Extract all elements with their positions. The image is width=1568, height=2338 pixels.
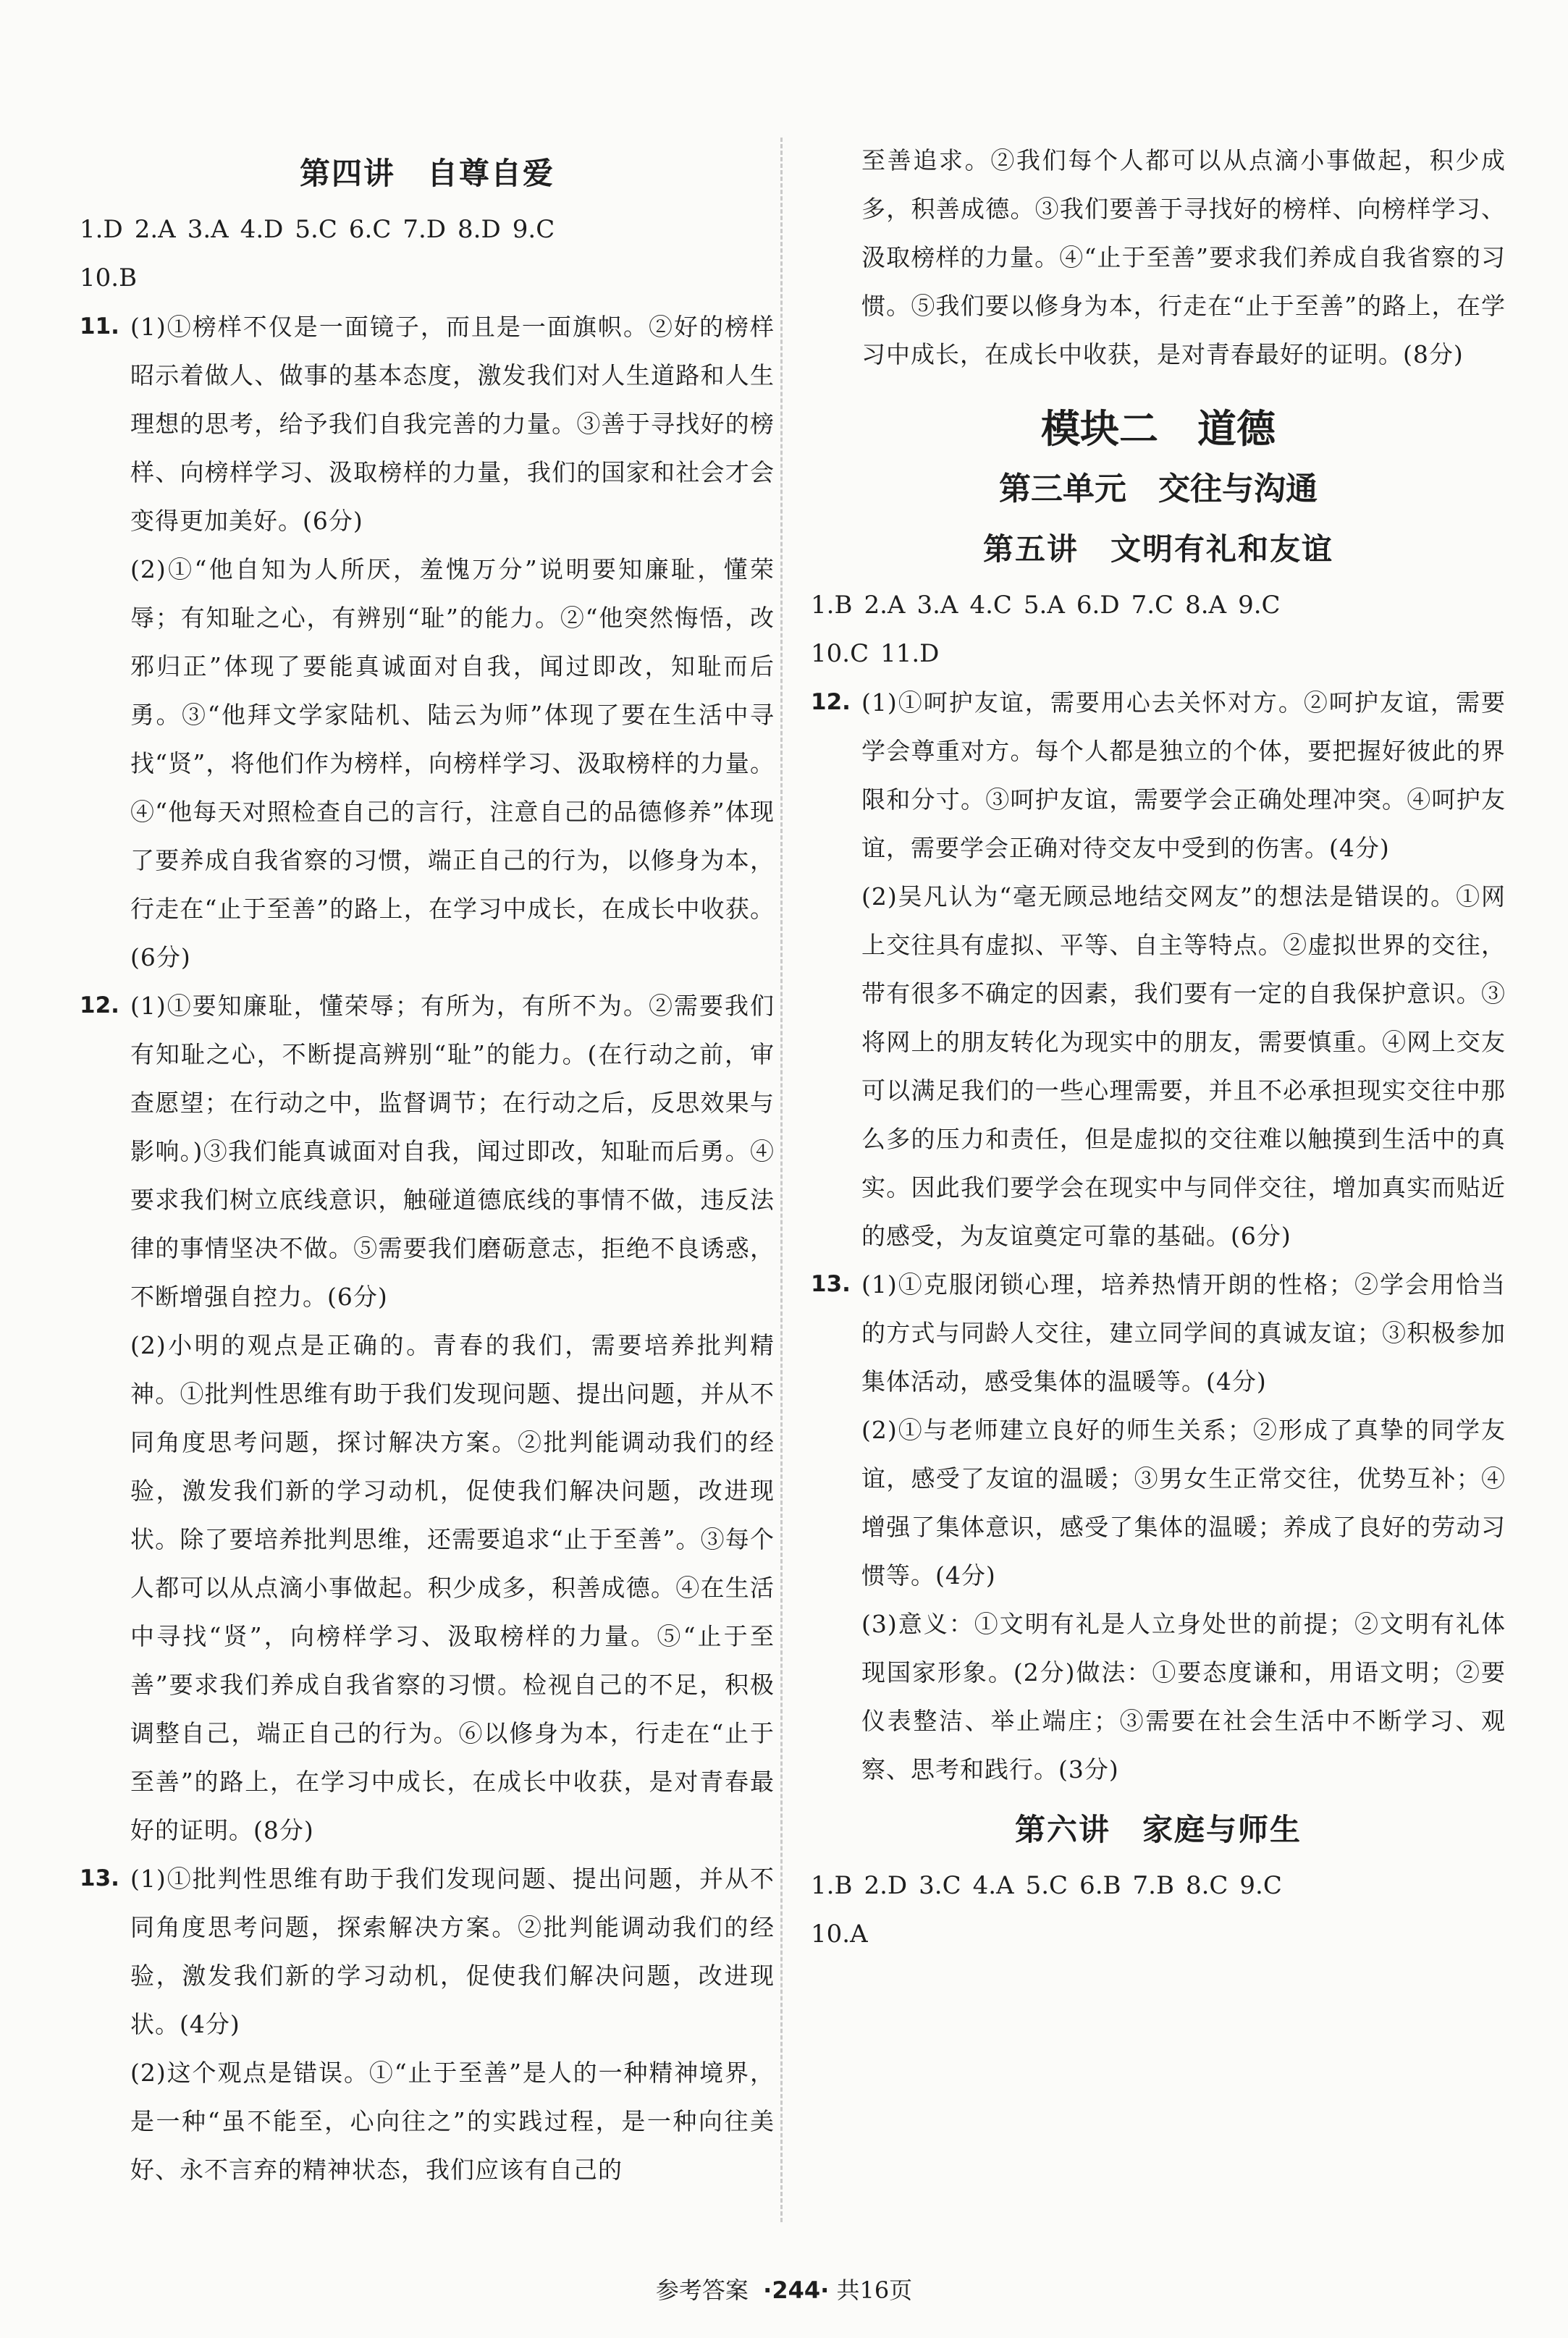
mc-answer: 1.B	[811, 1871, 853, 1900]
mc-answer: 3.A	[187, 215, 229, 244]
page-number: ·244·	[763, 2276, 830, 2304]
answer-part-1: (1)①呵护友谊，需要用心去关怀对方。②呵护友谊，需要学会尊重对方。每个人都是独立的个体，要把握好彼此的界限和分寸。③呵护友谊，需要学会正确处理冲突。④呵护友谊，需要学会正确对待交友中受到的伤害。(4分)	[861, 688, 1506, 862]
total-pages: 共16页	[836, 2276, 913, 2304]
right-column	[811, 136, 1506, 1959]
lecture-6-title: 第六讲 家庭与师生	[1014, 1812, 1302, 1847]
left-column	[80, 138, 775, 2194]
mc-answer: 8.D	[458, 215, 501, 244]
mc-answer: 4.A	[972, 1871, 1014, 1900]
mc-answer: 7.B	[1132, 1871, 1174, 1900]
mc-answer: 7.C	[1131, 591, 1174, 620]
mc-answer: 11.D	[880, 639, 940, 668]
answer-part-1: (1)①要知廉耻，懂荣辱；有所为，有所不为。②需要我们有知耻之心，不断提高辨别“耻”的能力。(在行动之前，审查愿望；在行动之中，监督调节；在行动之后，反思效果与影响。)③我们能真诚面对自我，闻过即改，知耻而后勇。④要求我们树立底线意识，触碰道德底线的事情不做，违反法律的事情坚决不做。⑤需要我们磨砺意志，拒绝不良诱惑，不断增强自控力。(6分)	[130, 992, 775, 1311]
question-13-continued	[811, 136, 1506, 379]
mc-answer: 2.D	[864, 1871, 908, 1900]
answer-continuation: 至善追求。②我们每个人都可以从点滴小事做起，积少成多，积善成德。③我们要善于寻找好的榜样、向榜样学习、汲取榜样的力量。④“止于至善”要求我们养成自我省察的习惯。⑤我们要以修身为本，行走在“止于至善”的路上，在学习中成长，在成长中收获，是对青春最好的证明。(8分)	[861, 146, 1506, 368]
mc-answer: 10.B	[80, 263, 138, 292]
mc-answer: 8.A	[1185, 591, 1227, 620]
mc-answer: 5.C	[1025, 1871, 1068, 1900]
column-divider	[780, 138, 783, 2222]
question-number: 13.	[80, 1865, 119, 1891]
mc-answer: 6.D	[1076, 591, 1120, 620]
answer-part-2: (2)①与老师建立良好的师生关系；②形成了真挚的同学友谊，感受了友谊的温暖；③男女生正常交往，优势互补；④增强了集体意识，感受了集体的温暖；养成了良好的劳动习惯等。(4分)	[861, 1416, 1506, 1590]
mc-answer: 3.A	[916, 591, 958, 620]
mc-answers-lecture4-cont	[80, 254, 775, 303]
lecture-4-title: 第四讲 自尊自爱	[299, 156, 555, 191]
answer-part-1: (1)①克服闭锁心理，培养热情开朗的性格；②学会用恰当的方式与同龄人交往，建立同学间的真诚友谊；③积极参加集体活动，感受集体的温暖等。(4分)	[861, 1270, 1506, 1396]
mc-answer: 5.C	[295, 215, 337, 244]
question-number: 13.	[811, 1271, 851, 1297]
mc-answers-lecture6-cont	[811, 1910, 1506, 1959]
mc-answer: 1.B	[811, 591, 853, 620]
answer-part-2: (2)①“他自知为人所厌，羞愧万分”说明要知廉耻，懂荣辱；有知耻之心，有辨别“耻”的能力。②“他突然悔悟，改邪归正”体现了要能真诚面对自我，闻过即改，知耻而后勇。③“他拜文学家陆机、陆云为师”体现了要在生活中寻找“贤”，将他们作为榜样，向榜样学习、汲取榜样的力量。④“他每天对照检查自己的言行，注意自己的品德修养”体现了要养成自我省察的习惯，端正自己的行为，以修身为本，行走在“止于至善”的路上，在学习中成长，在成长中收获。(6分)	[130, 555, 775, 971]
mc-answer: 6.B	[1079, 1871, 1121, 1900]
lecture-5-title: 第五讲 文明有礼和友谊	[982, 531, 1333, 567]
mc-answers-lecture6	[811, 1862, 1506, 1910]
mc-answer: 2.A	[864, 591, 906, 620]
answer-part-2: (2)这个观点是错误。①“止于至善”是人的一种精神境界，是一种“虽不能至，心向往之”的实践过程，是一种向往美好、永不言弃的精神状态，我们应该有自己的	[130, 2059, 775, 2184]
mc-answer: 3.C	[919, 1871, 961, 1900]
answer-part-1: (1)①榜样不仅是一面镜子，而且是一面旗帜。②好的榜样昭示着做人、做事的基本态度，激发我们对人生道路和人生理想的思考，给予我们自我完善的力量。③善于寻找好的榜样、向榜样学习、汲取榜样的力量，我们的国家和社会才会变得更加美好。(6分)	[130, 313, 775, 535]
mc-answer: 2.A	[134, 215, 176, 244]
mc-answer: 5.A	[1023, 591, 1065, 620]
question-number: 11.	[80, 313, 119, 339]
mc-answer: 8.C	[1185, 1871, 1228, 1900]
module-title: 模块二 道德	[1041, 406, 1276, 452]
question-13	[811, 1260, 1506, 1794]
footer-label: 参考答案	[655, 2276, 749, 2304]
mc-answer: 1.D	[80, 215, 123, 244]
mc-answer: 9.C	[1239, 1871, 1282, 1900]
answer-part-1: (1)①批判性思维有助于我们发现问题、提出问题，并从不同角度思考问题，探索解决方案。②批判能调动我们的经验，激发我们新的学习动机，促使我们解决问题，改进现状。(4分)	[130, 1865, 775, 2038]
question-13	[80, 1854, 775, 2194]
answer-part-3: (3)意义：①文明有礼是人立身处世的前提；②文明有礼体现国家形象。(2分)做法：①要态度谦和，用语文明；②要仪表整洁、举止端庄；③需要在社会生活中不断学习、观察、思考和践行。(3分)	[861, 1610, 1506, 1784]
mc-answer: 10.C	[811, 639, 869, 668]
mc-answer: 4.D	[240, 215, 284, 244]
mc-answer: 7.D	[402, 215, 447, 244]
mc-answer: 9.C	[512, 215, 555, 244]
mc-answer: 9.C	[1238, 591, 1281, 620]
mc-answer: 6.C	[348, 215, 392, 244]
question-12	[80, 982, 775, 1854]
answer-part-2: (2)吴凡认为“毫无顾忌地结交网友”的想法是错误的。①网上交往具有虚拟、平等、自主等特点。②虚拟世界的交往，带有很多不确定的因素，我们要有一定的自我保护意识。③将网上的朋友转化为现实中的朋友，需要慎重。④网上交友可以满足我们的一些心理需要，并且不必承担现实交往中那么多的压力和责任，但是虚拟的交往难以触摸到生活中的真实。因此我们要学会在现实中与同伴交往，增加真实而贴近的感受，为友谊奠定可靠的基础。(6分)	[861, 882, 1506, 1250]
mc-answer: 10.A	[811, 1920, 868, 1949]
unit-title: 第三单元 交往与沟通	[999, 470, 1318, 507]
question-11	[80, 303, 775, 982]
question-number: 12.	[811, 689, 851, 715]
page-footer	[0, 2274, 1568, 2306]
mc-answers-lecture5-cont	[811, 630, 1506, 678]
question-12	[811, 678, 1506, 1260]
mc-answers-lecture4	[80, 206, 775, 254]
mc-answer: 4.C	[969, 591, 1012, 620]
mc-answers-lecture5	[811, 581, 1506, 630]
answer-part-2: (2)小明的观点是正确的。青春的我们，需要培养批判精神。①批判性思维有助于我们发现问题、提出问题，并从不同角度思考问题，探讨解决方案。②批判能调动我们的经验，激发我们新的学习动机，促使我们解决问题，改进现状。除了要培养批判思维，还需要追求“止于至善”。③每个人都可以从点滴小事做起。积少成多，积善成德。④在生活中寻找“贤”，向榜样学习、汲取榜样的力量。⑤“止于至善”要求我们养成自我省察的习惯。检视自己的不足，积极调整自己，端正自己的行为。⑥以修身为本，行走在“止于至善”的路上，在学习中成长，在成长中收获，是对青春最好的证明。(8分)	[130, 1331, 775, 1844]
question-number: 12.	[80, 992, 119, 1018]
